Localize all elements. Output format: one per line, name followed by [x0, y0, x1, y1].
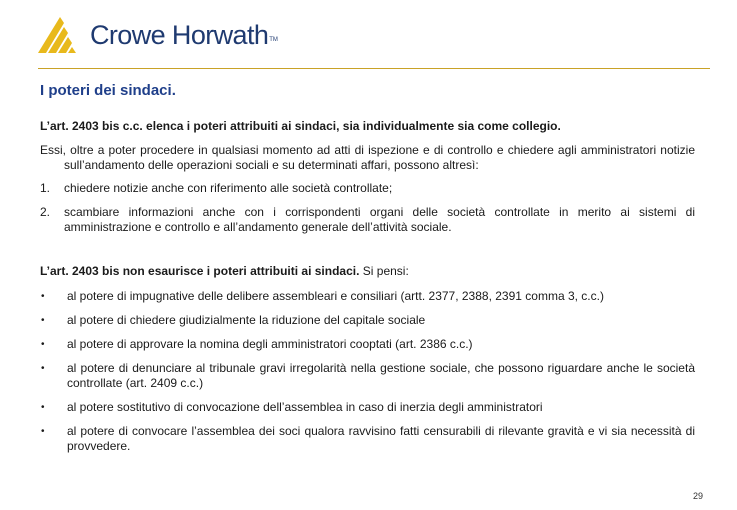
- slide-content: [40, 119, 695, 463]
- intro-statement: L’art. 2403 bis c.c. elenca i poteri attribuiti ai sindaci, sia individualmente sia come collegio.: [40, 119, 561, 133]
- item-text: chiedere notizie anche con riferimento alle società controllate;: [64, 181, 393, 195]
- logo-wordmark: Crowe Horwath: [90, 19, 269, 50]
- bullet-text: al potere di denunciare al tribunale gravi irregolarità nella gestione sociale, che possono riguardare anche le società controllate (art. 2409 c.c.): [67, 361, 695, 390]
- bullet-item: [40, 337, 695, 352]
- numbered-item: [40, 205, 695, 235]
- bullet-item: [40, 289, 695, 304]
- bullet-item: [40, 313, 695, 328]
- bullet-text: al potere di approvare la nomina degli amministratori cooptati (art. 2386 c.c.): [67, 337, 473, 351]
- item-number: 1.: [40, 181, 51, 195]
- crowe-leaf-icon: [38, 15, 82, 55]
- header-divider: [38, 68, 710, 69]
- logo-trademark: TM: [269, 37, 278, 43]
- bullet-text: al potere di chiedere giudizialmente la riduzione del capitale sociale: [67, 313, 426, 327]
- section-intro-bold: L’art. 2403 bis non esaurisce i poteri attribuiti ai sindaci.: [40, 264, 360, 278]
- item-text: scambiare informazioni anche con i corrispondenti organi delle società controllate in merito ai sistemi di amministrazione e controllo e all’andamento generale dell’attività sociale.: [64, 205, 695, 234]
- powers-paragraph: Essi, oltre a poter procedere in qualsiasi momento ad atti di ispezione e di controllo e chiedere agli amministratori notizie sull’andamento delle operazioni sociali e su determinati affari, possono altresì:: [40, 143, 695, 172]
- bullet-item: [40, 400, 695, 415]
- page-number: 29: [692, 491, 703, 501]
- page-title: I poteri dei sindaci.: [40, 82, 176, 99]
- section-intro: [40, 264, 695, 279]
- company-logo: [38, 14, 278, 56]
- bullet-marker: •: [41, 402, 45, 413]
- bullet-marker: •: [41, 426, 45, 437]
- bullet-marker: •: [41, 339, 45, 350]
- bullet-text: al potere di impugnative delle delibere assembleari e consiliari (artt. 2377, 2388, 2391 comma 3, c.c.): [67, 289, 604, 303]
- bullet-marker: •: [41, 291, 45, 302]
- item-number: 2.: [40, 205, 51, 219]
- bullet-text: al potere di convocare l’assemblea dei soci qualora ravvisino fatti censurabili di rilevante gravità e vi sia necessità di provvedere.: [67, 424, 695, 453]
- numbered-item: [40, 181, 695, 196]
- bullet-item: [40, 361, 695, 391]
- bullet-marker: •: [41, 363, 45, 374]
- section-intro-normal: Si pensi:: [359, 264, 409, 278]
- bullet-marker: •: [41, 315, 45, 326]
- bullet-item: [40, 424, 695, 454]
- bullet-text: al potere sostitutivo di convocazione dell’assemblea in caso di inerzia degli amministratori: [67, 400, 543, 414]
